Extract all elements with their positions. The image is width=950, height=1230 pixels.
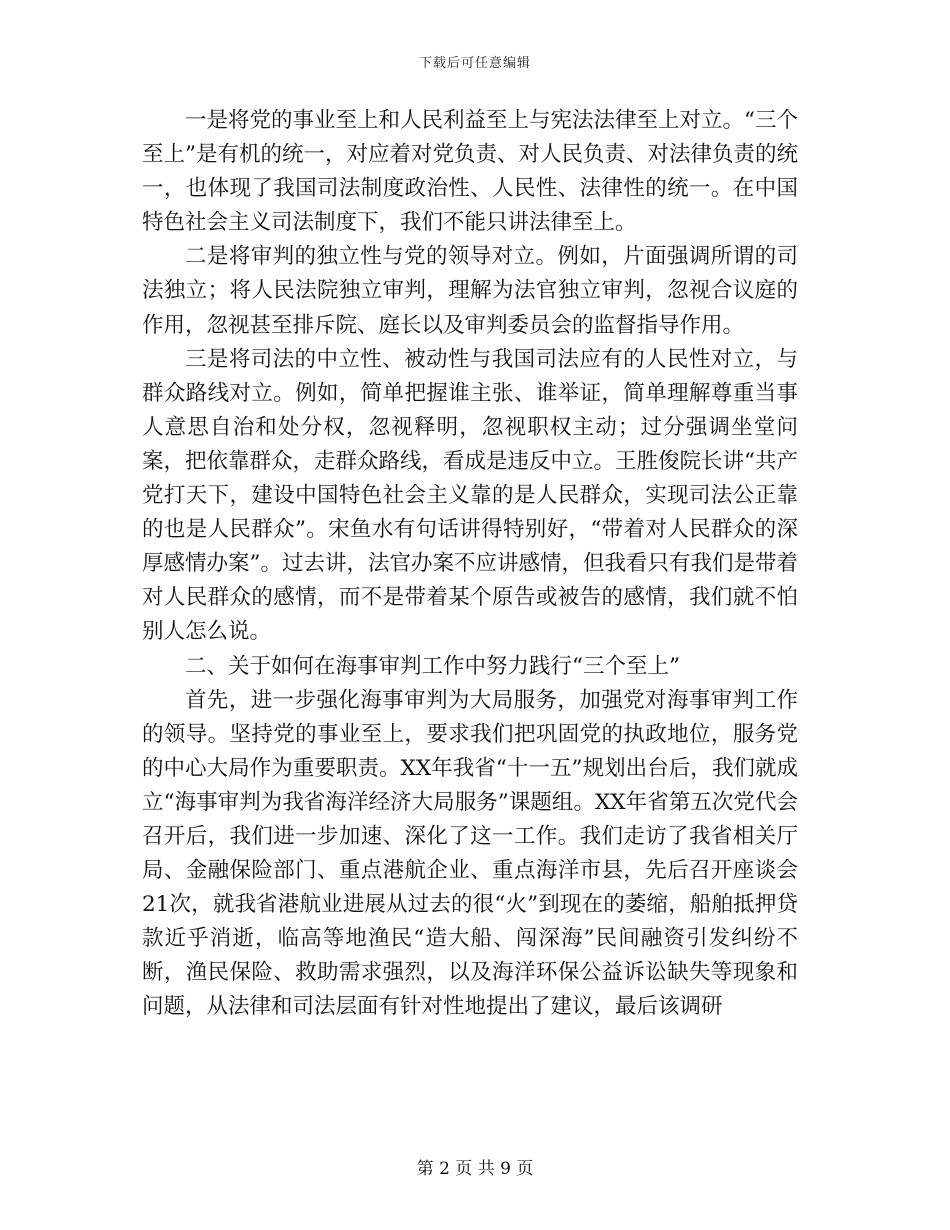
section-heading: 二、关于如何在海事审判工作中努力践行“三个至上” [185,653,680,679]
paragraph-2: 二是将审判的独立性与党的领导对立。例如，片面强调所谓的司法独立；将人民法院独立审判，理解为法官独立审判，忽视合议庭的作用，忽视甚至排斥院、庭长以及审判委员会的监督指导作用。 [142,244,798,338]
page-number: 第 2 页 共 9 页 [416,1159,534,1179]
paragraph-3: 三是将司法的中立性、被动性与我国司法应有的人民性对立，与群众路线对立。例如，简单把握谁主张、谁举证，简单理解尊重当事人意思自治和处分权，忽视释明，忽视职权主动；过分强调坐堂问案，把依靠群众，走群众路线，看成是违反中立。王胜俊院长讲“共产党打天下，建设中国特色社会主义靠的是人民群众，实现司法公正靠的也是人民群众”。宋鱼水有句话讲得特别好，“带着对人民群众的深厚感情办案”。过去讲，法官办案不应讲感情，但我看只有我们是带着对人民群众的感情，而不是带着某个原告或被告的感情，我们就不怕别人怎么说。 [142,346,798,645]
paragraph-1: 一是将党的事业至上和人民利益至上与宪法法律至上对立。“三个至上”是有机的统一，对应着对党负责、对人民负责、对法律负责的统一，也体现了我国司法制度政治性、人民性、法律性的统一。在中国特色社会主义司法制度下，我们不能只讲法律至上。 [142,108,798,236]
header-note: 下载后可任意编辑 [418,56,531,71]
document-body [142,104,798,1025]
paragraph-4: 首先，进一步强化海事审判为大局服务，加强党对海事审判工作的领导。坚持党的事业至上，要求我们把巩固党的执政地位，服务党的中心大局作为重要职责。XX年我省“十一五”规划出台后，我们就成立“海事审判为我省海洋经济大局服务”课题组。XX年省第五次党代会召开后，我们进一步加速、深化了这一工作。我们走访了我省相关厅局、金融保险部门、重点港航企业、重点海洋市县，先后召开座谈会21次，就我省港航业进展从过去的很“火”到现在的萎缩，船舶抵押贷款近乎消逝，临高等地渔民“造大船、闯深海”民间融资引发纠纷不断，渔民保险、救助需求强烈，以及海洋环保公益诉讼缺失等现象和问题，从法律和司法层面有针对性地提出了建议，最后该调研 [142,687,798,1020]
